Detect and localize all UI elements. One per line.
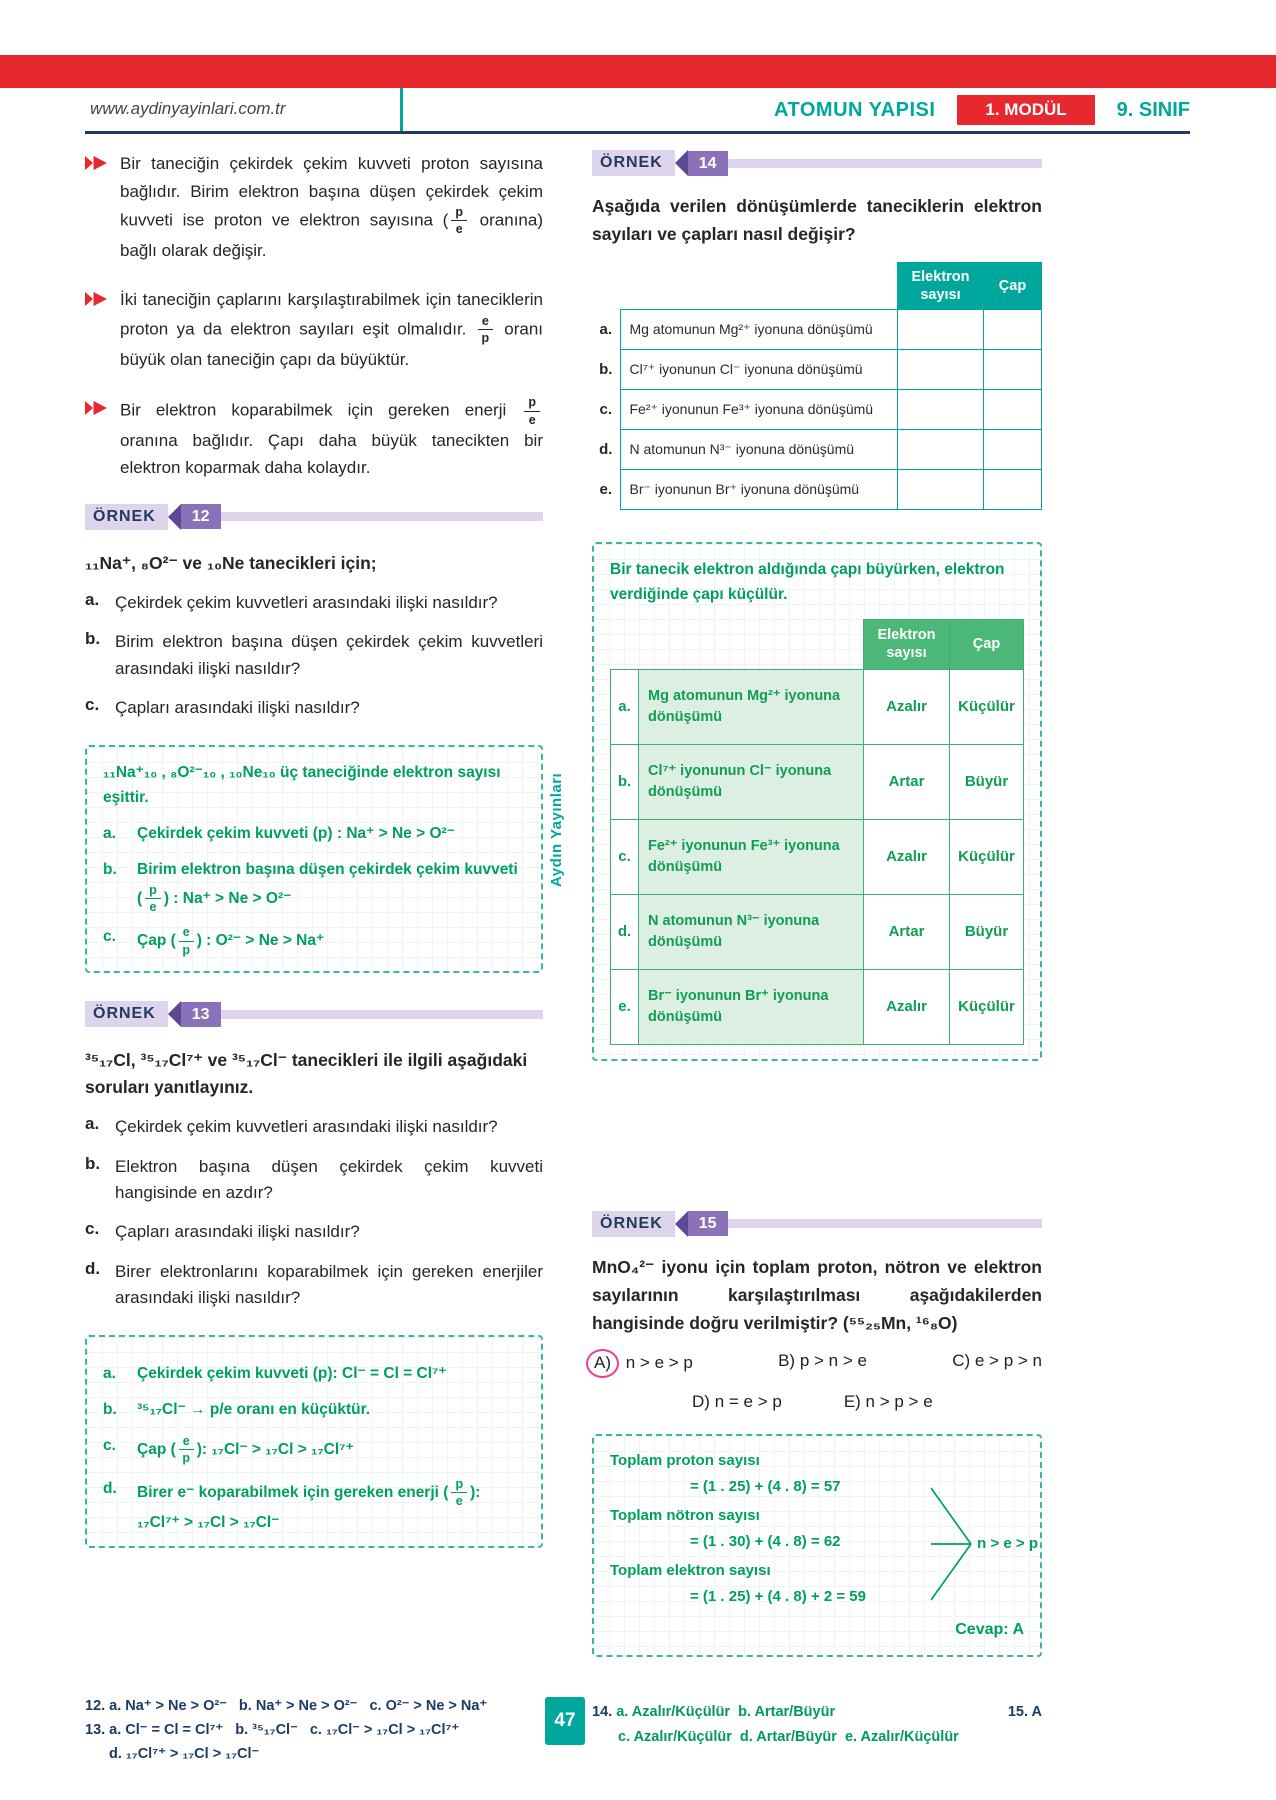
answer-text: c. Azalır/Küçülür d. Artar/Büyür e. Azalır/Küçülür <box>618 1728 959 1745</box>
ornek-label: ÖRNEK <box>592 150 675 176</box>
question-item <box>85 1219 543 1245</box>
empty-corner-cell <box>620 263 898 310</box>
text-segment: Bir taneciğin çekirdek çekim kuvveti proton sayısına bağlıdır. Birim elektron başına düşen çekirdek çekim kuvveti ise proton ve elektron sayısına ( <box>120 154 543 230</box>
cap-answer: Büyür <box>950 894 1024 969</box>
row-label: a. <box>611 669 639 744</box>
choice-b <box>778 1351 867 1376</box>
ornek-number: 13 <box>181 1002 221 1027</box>
text-segment: ): ₁₇Cl⁻ > ₁₇Cl > ₁₇Cl⁷⁺ <box>196 1441 354 1459</box>
answer-item <box>103 1477 525 1509</box>
footer-answers-right <box>592 1700 1042 1749</box>
answer-item <box>103 822 525 847</box>
ornek-number-badge <box>168 504 221 530</box>
row-label: b. <box>611 744 639 819</box>
item-text: Birer elektronlarını koparabilmek için gereken enerjiler arasındaki ilişki nasıldır? <box>115 1261 543 1308</box>
question-item <box>85 1259 543 1312</box>
double-arrow-icon <box>85 292 107 373</box>
fraction-numerator: p <box>451 1477 467 1493</box>
fraction-denominator: e <box>528 412 536 427</box>
fraction-numerator: e <box>179 925 194 941</box>
table-row <box>592 390 1042 430</box>
ornek-12-header <box>85 504 543 530</box>
item-text <box>137 925 324 957</box>
answer-item <box>103 925 525 957</box>
text-segment: ): <box>470 1483 481 1501</box>
fraction-denominator: p <box>182 942 191 957</box>
ornek-tail-bar <box>221 512 543 521</box>
calc-line: = (1 . 25) + (4 . 8) + 2 = 59 <box>690 1587 866 1605</box>
key-point-text <box>120 286 543 373</box>
key-point-bullet <box>85 395 543 482</box>
calc-line: = (1 . 30) + (4 . 8) = 62 <box>690 1532 841 1550</box>
calc-title: Toplam elektron sayısı <box>610 1561 771 1579</box>
answer-conversion-table <box>610 619 1024 1044</box>
calc-title: Toplam nötron sayısı <box>610 1506 760 1524</box>
ornek-number-badge <box>675 150 728 176</box>
table-header-row <box>611 620 1024 669</box>
fraction-denominator: p <box>182 1451 191 1466</box>
text-segment: Birim elektron başına düşen çekirdek çekim kuvveti ( <box>137 860 518 907</box>
question-item <box>85 590 543 616</box>
item-label: b. <box>103 1401 117 1419</box>
key-point-text <box>120 395 543 482</box>
item-text <box>137 858 525 915</box>
row-label: c. <box>599 400 612 418</box>
answer-item <box>103 1398 525 1423</box>
answer-item <box>103 1362 525 1387</box>
right-column <box>592 150 1042 1657</box>
fraction-denominator: e <box>149 900 157 915</box>
key-point-bullet <box>85 150 543 264</box>
row-description: Fe²⁺ iyonunun Fe³⁺ iyonuna dönüşümü <box>620 390 898 430</box>
ornek-tail-bar <box>728 159 1042 168</box>
electron-answer: Artar <box>864 744 950 819</box>
table-row <box>611 819 1024 894</box>
item-text: ³⁵₁₇Cl⁻ → p/e oranı en küçüktür. <box>137 1401 371 1419</box>
footer-answer-line: d. ₁₇Cl⁷⁺ > ₁₇Cl > ₁₇Cl⁻ <box>109 1745 260 1762</box>
question-item <box>85 1114 543 1140</box>
answer-intro: Bir tanecik elektron aldığında çapı büyürken, elektron verdiğinde çapı küçülür. <box>610 560 1005 603</box>
item-label: a. <box>103 1365 116 1383</box>
fraction-denominator: e <box>455 222 463 237</box>
item-label: c. <box>103 1437 116 1455</box>
text-segment: oranına bağlıdır. Çapı daha büyük tanecikten bir elektron koparmak daha kolaydır. <box>120 430 543 478</box>
publisher-website: www.aydinyayinlari.com.tr <box>90 99 286 118</box>
ornek-number: 15 <box>688 1211 728 1236</box>
choice-key: B) <box>778 1350 796 1370</box>
footer-answers-left <box>85 1695 533 1767</box>
choice-c <box>952 1351 1042 1376</box>
answer-cell-empty[interactable] <box>898 310 984 350</box>
fraction-numerator: p <box>145 883 161 899</box>
cap-answer: Küçülür <box>950 669 1024 744</box>
cevap-label: Cevap: A <box>955 1620 1024 1638</box>
text-segment: Çap ( <box>137 932 176 950</box>
answer-item <box>103 858 525 915</box>
row-description: Mg atomunun Mg²⁺ iyonuna dönüşümü <box>639 669 864 744</box>
answer-item <box>103 1434 525 1466</box>
row-description: Cl⁷⁺ iyonunun Cl⁻ iyonuna dönüşümü <box>620 350 898 390</box>
fraction-numerator: p <box>451 205 467 221</box>
ornek-tail-bar <box>221 1010 543 1019</box>
badge-notch-icon <box>168 504 181 530</box>
badge-notch-icon <box>168 1001 181 1027</box>
calc-title: Toplam proton sayısı <box>610 1451 760 1469</box>
row-label: e. <box>599 480 612 498</box>
answer-cell-empty[interactable] <box>984 350 1042 390</box>
item-text <box>137 1477 480 1509</box>
question-item <box>85 695 543 721</box>
answer-cell-empty[interactable] <box>898 390 984 430</box>
conversion-table <box>592 262 1042 510</box>
ornek-label: ÖRNEK <box>85 504 168 530</box>
item-text: Çapları arasındaki ilişki nasıldır? <box>115 1222 360 1242</box>
header-right-group <box>774 88 1190 132</box>
column-header-cap: Çap <box>984 263 1042 310</box>
footer-answer-line <box>618 1725 1042 1750</box>
ornek-13-question-intro: ³⁵₁₇Cl, ³⁵₁₇Cl⁷⁺ ve ³⁵₁₇Cl⁻ tanecikleri ile ilgili aşağıdaki soruları yanıtlayınız. <box>85 1050 528 1098</box>
footer-answer-line: 13. a. Cl⁻ = Cl = Cl⁷⁺ b. ³⁵₁₇Cl⁻ c. ₁₇Cl⁻ > ₁₇Cl > ₁₇Cl⁷⁺ <box>85 1721 460 1738</box>
ornek-number-badge <box>168 1001 221 1027</box>
row-label: b. <box>599 361 613 379</box>
page-number-badge: 47 <box>545 1697 585 1745</box>
fraction <box>451 205 467 237</box>
text-segment: Bir elektron koparabilmek için gereken enerji <box>120 400 522 420</box>
choice-text: e > p > n <box>974 1350 1042 1370</box>
answer-cell-empty[interactable] <box>984 310 1042 350</box>
footer-answer-line <box>592 1700 1042 1725</box>
table-row <box>611 969 1024 1044</box>
answer-cell-empty[interactable] <box>984 429 1042 469</box>
row-label: c. <box>611 819 639 894</box>
row-description: N atomunun N³⁻ iyonuna dönüşümü <box>620 429 898 469</box>
row-label: e. <box>611 969 639 1044</box>
item-text: Elektron başına düşen çekirdek çekim kuvveti hangisinde en azdır? <box>115 1156 543 1203</box>
ornek-12-answer-box <box>85 745 543 973</box>
selected-choice-circle: A) <box>586 1349 619 1378</box>
item-label: b. <box>103 860 117 878</box>
cap-answer: Büyür <box>950 744 1024 819</box>
electron-answer: Azalır <box>864 969 950 1044</box>
item-text <box>137 1434 354 1466</box>
ornek-14-header <box>592 150 1042 176</box>
ornek-13-answer-box <box>85 1335 543 1547</box>
text-segment: ) : Na⁺ > Ne > O²⁻ <box>163 889 292 907</box>
left-column <box>85 150 543 1548</box>
chapter-title: ATOMUN YAPISI <box>774 98 936 121</box>
choice-a <box>592 1351 693 1376</box>
ornek-number-badge <box>675 1211 728 1237</box>
text-segment: Çap ( <box>137 1441 176 1459</box>
header-vertical-divider <box>400 88 403 132</box>
ornek-12-question-intro: ₁₁Na⁺, ₈O²⁻ ve ₁₀Ne tanecikleri için; <box>85 552 377 573</box>
converge-lines-icon <box>931 1480 973 1608</box>
choice-row <box>592 1351 1042 1376</box>
item-label: b. <box>85 1153 101 1173</box>
table-header-row <box>592 263 1042 310</box>
answer-15 <box>1008 1700 1042 1725</box>
text-segment: ) : O²⁻ > Ne > Na⁺ <box>196 932 325 950</box>
column-header-cap: Çap <box>950 620 1024 669</box>
choice-e <box>844 1392 933 1412</box>
footer-answer-line: 12. a. Na⁺ > Ne > O²⁻ b. Na⁺ > Ne > O²⁻ c. O²⁻ > Ne > Na⁺ <box>85 1698 488 1714</box>
ornek-tail-bar <box>728 1219 1042 1228</box>
empty-corner-cell <box>592 263 620 310</box>
cap-answer: Küçülür <box>950 969 1024 1044</box>
double-arrow-icon <box>85 156 107 264</box>
table-row <box>611 669 1024 744</box>
fraction-numerator: e <box>478 314 493 330</box>
question-item <box>85 1154 543 1207</box>
fraction-numerator: p <box>524 395 540 411</box>
ornek-13-header <box>85 1001 543 1027</box>
table-row <box>592 429 1042 469</box>
electron-answer: Artar <box>864 894 950 969</box>
item-label: c. <box>85 1219 100 1239</box>
fraction <box>478 314 493 346</box>
answer-text: A <box>1031 1704 1042 1720</box>
answer-number: 15. <box>1007 1704 1029 1720</box>
comparison-result: n > e > p <box>977 1535 1038 1553</box>
item-label: d. <box>103 1479 117 1497</box>
choice-text: n > p > e <box>865 1391 933 1411</box>
module-badge: 1. MODÜL <box>957 95 1094 125</box>
key-point-text <box>120 150 543 264</box>
grade-label: 9. SINIF <box>1116 98 1190 121</box>
double-arrow-icon <box>85 401 107 482</box>
item-label: a. <box>85 590 100 610</box>
answer-number: 14. <box>592 1704 613 1720</box>
question-item <box>85 629 543 682</box>
item-text: Çekirdek çekim kuvvetleri arasındaki ilişki nasıldır? <box>115 1117 498 1137</box>
cap-answer: Küçülür <box>950 819 1024 894</box>
ornek-number: 14 <box>688 151 728 176</box>
item-label: c. <box>85 695 100 715</box>
choice-row <box>692 1392 1042 1412</box>
ornek-14-question: Aşağıda verilen dönüşümlerde taneciklerin elektron sayıları ve çapları nasıl değişir? <box>592 196 1042 244</box>
answer-cell-empty[interactable] <box>898 469 984 509</box>
row-description: Fe²⁺ iyonunun Fe³⁺ iyonuna dönüşümü <box>639 819 864 894</box>
key-point-bullet <box>85 286 543 373</box>
answer-cell-empty[interactable] <box>984 390 1042 430</box>
answer-text: a. Azalır/Küçülür b. Artar/Büyür <box>616 1704 836 1720</box>
choice-key: E) <box>843 1391 861 1411</box>
ornek-15-question: MnO₄²⁻ iyonu için toplam proton, nötron ve elektron sayılarının karşılaştırılması aşağıdakilerden hangisinde doğru verilmiştir? (⁵⁵₂₅Mn, ¹⁶₈O) <box>592 1256 1042 1333</box>
row-description: Br⁻ iyonunun Br⁺ iyonuna dönüşümü <box>639 969 864 1044</box>
fraction-denominator: e <box>455 1494 463 1509</box>
text-segment: İki taneciğin çaplarını karşılaştırabilmek için taneciklerin proton ya da elektron sayıları eşit olmalıdır. <box>120 290 543 339</box>
fraction-numerator: e <box>179 1434 194 1450</box>
row-label: d. <box>599 440 613 458</box>
row-description: Cl⁷⁺ iyonunun Cl⁻ iyonuna dönüşümü <box>639 744 864 819</box>
text-segment: Birer e⁻ koparabilmek için gereken enerji ( <box>137 1483 449 1501</box>
calc-line: = (1 . 25) + (4 . 8) = 57 <box>690 1477 841 1495</box>
text-segment: oranı büyük olan taneciğin çapı da büyüktür. <box>120 319 544 369</box>
row-label: a. <box>599 321 612 339</box>
electron-answer: Azalır <box>864 819 950 894</box>
badge-notch-icon <box>675 150 688 176</box>
publisher-vertical-text: Aydın Yayınları <box>548 772 565 887</box>
fraction <box>451 1477 467 1509</box>
item-text: Çapları arasındaki ilişki nasıldır? <box>115 698 360 718</box>
fraction <box>179 1434 194 1466</box>
answer-cell-empty[interactable] <box>898 350 984 390</box>
item-label: a. <box>103 825 116 843</box>
choice-text: n > e > p <box>625 1352 693 1372</box>
choice-text: p > n > e <box>799 1350 867 1370</box>
ornek-label: ÖRNEK <box>592 1211 675 1237</box>
fraction <box>179 925 194 957</box>
badge-notch-icon <box>675 1211 688 1237</box>
table-row <box>592 469 1042 509</box>
page-header <box>0 88 1276 132</box>
answer-item-continuation: ₁₇Cl⁷⁺ > ₁₇Cl > ₁₇Cl⁻ <box>137 1513 280 1531</box>
item-text: Çekirdek çekim kuvveti (p): Cl⁻ = Cl = Cl⁷⁺ <box>137 1365 447 1383</box>
ornek-15-answer-box <box>592 1434 1042 1657</box>
answer-cell-empty[interactable] <box>898 429 984 469</box>
fraction <box>524 395 540 427</box>
electron-answer: Azalır <box>864 669 950 744</box>
answer-intro: ₁₁Na⁺₁₀ , ₈O²⁻₁₀ , ₁₀Ne₁₀ üç taneciğinde elektron sayısı eşittir. <box>103 764 501 807</box>
column-header-electron: Elektron sayısı <box>864 620 950 669</box>
result-group <box>931 1480 1038 1608</box>
item-text: Çekirdek çekim kuvvetleri arasındaki ilişki nasıldır? <box>115 593 498 613</box>
choice-text: n = e > p <box>714 1391 782 1411</box>
table-row <box>611 894 1024 969</box>
row-description: N atomunun N³⁻ iyonuna dönüşümü <box>639 894 864 969</box>
item-text: Çekirdek çekim kuvveti (p) : Na⁺ > Ne > O²⁻ <box>137 825 455 843</box>
table-row <box>592 350 1042 390</box>
ornek-label: ÖRNEK <box>85 1001 168 1027</box>
ornek-15-header <box>592 1211 1042 1237</box>
row-description: Br⁻ iyonunun Br⁺ iyonuna dönüşümü <box>620 469 898 509</box>
table-row <box>592 310 1042 350</box>
choice-d <box>692 1392 782 1412</box>
answer-cell-empty[interactable] <box>984 469 1042 509</box>
item-label: c. <box>103 928 116 946</box>
ornek-14-answer-box <box>592 542 1042 1061</box>
fraction <box>145 883 161 915</box>
row-description: Mg atomunun Mg²⁺ iyonuna dönüşümü <box>620 310 898 350</box>
item-label: a. <box>85 1114 100 1134</box>
column-header-electron: Elektron sayısı <box>898 263 984 310</box>
header-rule <box>85 131 1190 134</box>
empty-corner-cell <box>639 620 864 669</box>
table-row <box>611 744 1024 819</box>
item-label: d. <box>85 1258 101 1278</box>
choice-key: C) <box>952 1350 971 1370</box>
text-segment: oranına) bağlı olarak değişir. <box>120 210 544 260</box>
ornek-number: 12 <box>181 504 221 529</box>
fraction-denominator: p <box>481 331 490 346</box>
item-text: Birim elektron başına düşen çekirdek çekim kuvvetleri arasındaki ilişki nasıldır? <box>115 632 543 678</box>
item-label: b. <box>85 629 101 649</box>
top-red-bar <box>0 55 1276 88</box>
empty-corner-cell <box>611 620 639 669</box>
row-label: d. <box>611 894 639 969</box>
choice-key: D) <box>692 1391 710 1411</box>
choices <box>592 1351 1042 1412</box>
